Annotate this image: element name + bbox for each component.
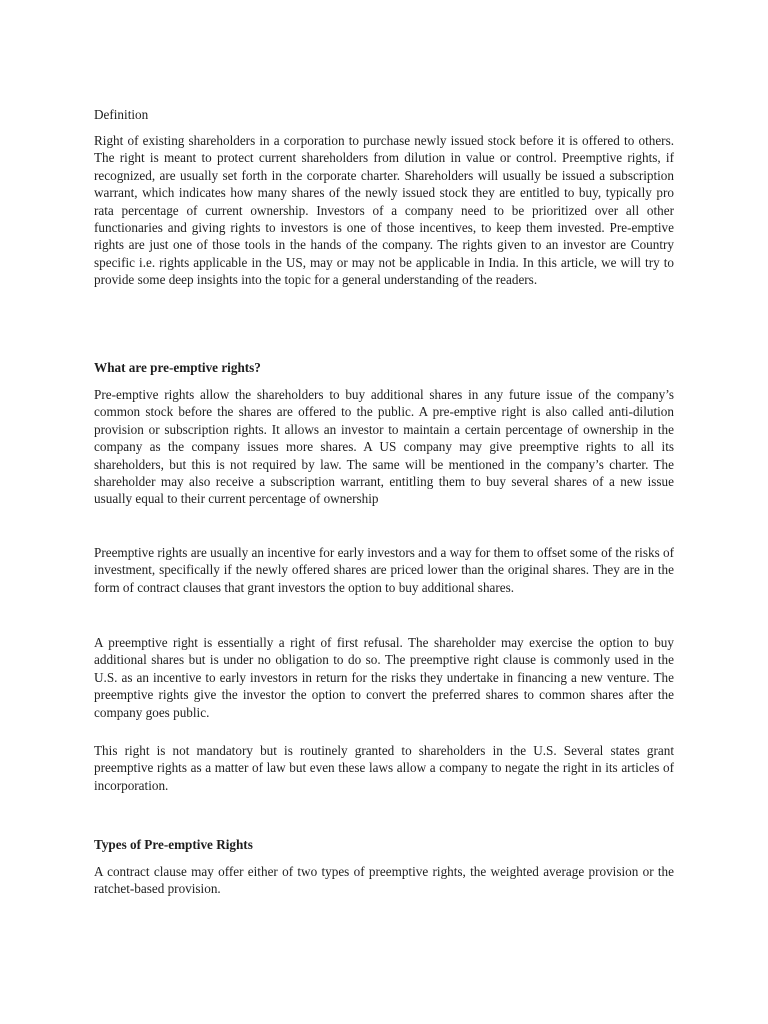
section2-paragraph-1-block bbox=[94, 863, 674, 898]
definition-heading: Definition bbox=[94, 107, 149, 122]
body-paragraph: Preemptive rights are usually an incentive for early investors and a way for them to offset some of the risks of investment, specifically if the newly offered shares are priced lower than the original shares. They are in the form of contract clauses that grant investors the option to buy additional shares. bbox=[94, 545, 674, 595]
section1-paragraph-4-block bbox=[94, 742, 674, 794]
body-paragraph: A contract clause may offer either of two types of preemptive rights, the weighted average provision or the ratchet-based provision. bbox=[94, 864, 674, 897]
body-paragraph: Pre-emptive rights allow the shareholders to buy additional shares in any future issue of the company’s common stock before the shares are offered to the public. A pre-emptive right is also called anti-dilution provision or subscription rights. It allows an investor to maintain a certain percentage of ownership in the company as the company issues more shares. A US company may give preemptive rights to all its shareholders, but this is not required by law. The same will be mentioned in the company’s charter. The shareholder may also receive a subscription warrant, entitling them to buy several shares of a new issue usually equal to their current percentage of ownership bbox=[94, 387, 674, 507]
body-paragraph: A preemptive right is essentially a right of first refusal. The shareholder may exercise the option to buy additional shares but is under no obligation to do so. The preemptive right clause is commonly used in the U.S. as an incentive to early investors in return for the risks they undertake in financing a new venture. The preemptive rights give the investor the option to convert the preferred shares to common shares after the company goes public. bbox=[94, 635, 674, 720]
section1-paragraph-2-block bbox=[94, 544, 674, 596]
section-types-of-preemptive-rights bbox=[94, 836, 674, 853]
definition-paragraph: Right of existing shareholders in a corporation to purchase newly issued stock before it is offered to others. The right is meant to protect current shareholders from dilution in value or control. Preemptive rights, if recognized, are usually set forth in the corporate charter. Shareholders will usually be issued a subscription warrant, which indicates how many shares of the newly issued stock they are entitled to buy, typically pro rata percentage of current ownership. Investors of a company need to be prioritized over all other functionaries and giving rights to investors is one of those incentives, to keep them invested. Pre-emptive rights are just one of those tools in the hands of the company. The rights given to an investor are Country specific i.e. rights applicable in the US, may or may not be applicable in India. In this article, we will try to provide some deep insights into the topic for a general understanding of the readers. bbox=[94, 133, 674, 288]
definition-block bbox=[94, 132, 674, 289]
section-what-are-preemptive-rights bbox=[94, 359, 674, 376]
section1-paragraph-1-block bbox=[94, 386, 674, 508]
section-heading: What are pre-emptive rights? bbox=[94, 360, 261, 375]
body-paragraph: This right is not mandatory but is routinely granted to shareholders in the U.S. Several states grant preemptive rights as a matter of law but even these laws allow a company to negate the right in its articles of incorporation. bbox=[94, 743, 674, 793]
section-heading: Types of Pre-emptive Rights bbox=[94, 837, 253, 852]
section1-paragraph-3-block bbox=[94, 634, 674, 721]
